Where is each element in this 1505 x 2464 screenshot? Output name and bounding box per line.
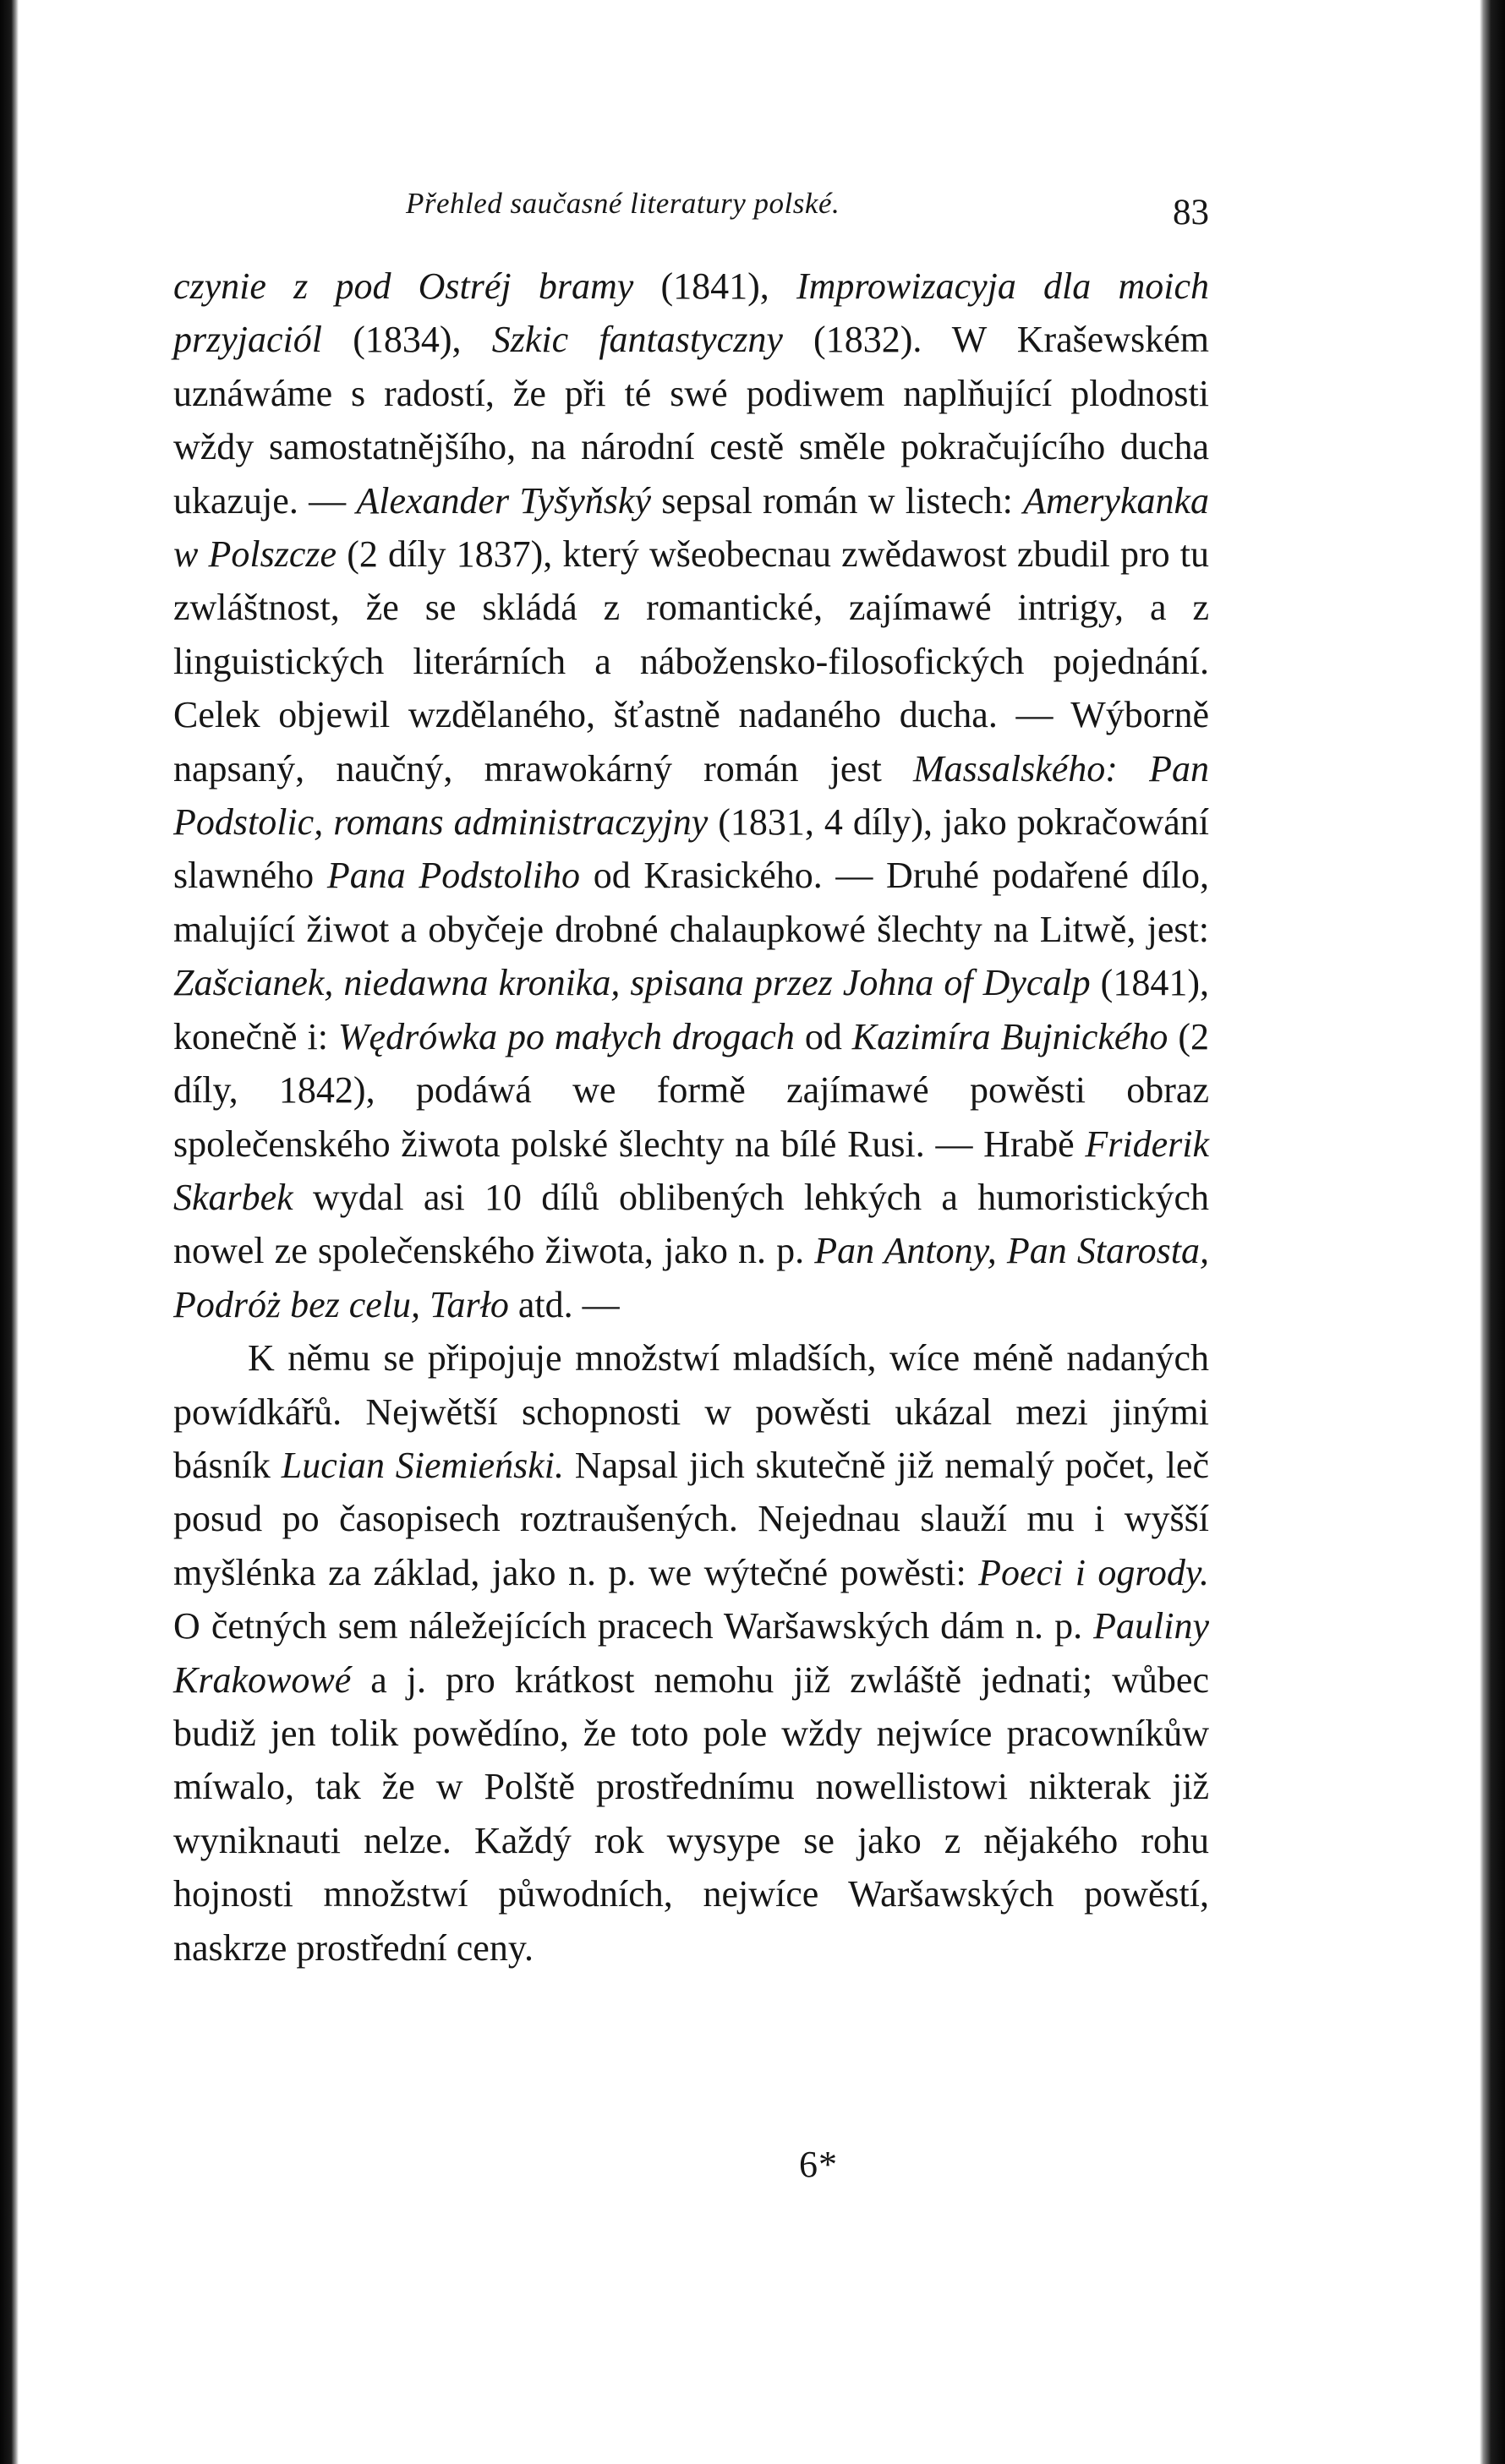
text-run: (1841), konečně i: [173,962,1209,1057]
text-run: (2 díly 1837), který wšeobecnau zwědawost zbudil pro tu zwláštnost, že se skládá z romantické, zajímawé intrigy, a z linguistických literárních a nábožensko-filosofických pojednání. Celek objewil wzdělaného, šťastně nadaného ducha. — Wýborně napsaný, naučný, mrawokárný román jest [173,533,1209,789]
page-number: 83 [1173,193,1209,232]
text-run: sepsal román w listech: [651,479,1024,522]
italic-title: Pan Antony, Pan Starosta, Podróż bez celu, Tarło [173,1230,1209,1325]
italic-name: Alexander Tyšyňský [356,479,651,522]
text-run: od [794,1015,852,1057]
italic-name: Kazimíra Bujnického [851,1015,1168,1057]
text-run: (1832). W Krašewském uznáwáme s radostí, že při té swé podiwem naplňující plodnosti wždy samostatnějšího, na národní cestě směle pokračujícího ducha ukazuje. — [173,319,1209,522]
scan-border-left [0,0,19,2464]
scan-border-right [1480,0,1505,2464]
text-run: K němu se připojuje množstwí mladších, wíce méně nadaných powídkářů. Nejwětší schopnosti w powěsti ukázal mezi jinými básník [173,1337,1209,1486]
text-run: O četných sem náležejících pracech Waršawských dám n. p. [173,1605,1094,1647]
text-run: (1831, 4 díly), jako pokračowání slawného [173,801,1209,897]
italic-title: czynie z pod Ostréj bramy [173,265,634,307]
paragraph-2 [173,1331,1209,1975]
italic-title: Massalského: Pan Podstolic, romans administraczyjny [173,747,1209,844]
text-run: (2 díly, 1842), podáwá we formě zajímawé powěsti obraz společenského žiwota polské šlechty na bílé Rusi. — Hrabě [173,1015,1209,1165]
text-run: Napsal jich skutečně již nemalý počet, leč posud po časopisech roztraušených. Nejednau slauží mu i wyšší myšlénka za základ, jako n. p. we wýtečné powěsti: [173,1444,1209,1593]
text-run: wydal asi 10 dílů oblibených lehkých a humoristických nowel ze společenského žiwota, jako n. p. [173,1176,1209,1272]
text-run: (1841), [633,265,796,307]
text-run: od Krasického. — Druhé podařené dílo, malující žiwot a obyčeje drobné chalaupkowé šlechty na Litwě, jest: [173,855,1209,950]
italic-title: Szkic fantastyczny [491,319,783,361]
italic-title: Zašcianek, niedawna kronika, spisana przez Johna of Dycalp [173,962,1091,1004]
running-title: Přehled saučasné literatury polské. [406,187,840,220]
italic-title: Amerykanka w Polszcze [173,479,1210,576]
italic-name: Lucian Siemieński. [281,1444,564,1486]
italic-name: Friderik Skarbek [173,1123,1209,1218]
paragraph-1 [173,260,1209,1331]
page-header [173,182,1209,241]
italic-title: Improwizacyja dla moich przyjaciól [173,265,1209,361]
text-run: atd. — [508,1283,620,1325]
italic-title: Poeci i ogrody. [978,1551,1209,1593]
italic-title: Pana Podstoliho [326,855,581,897]
text-run: a j. pro krátkost nemohu již zwláště jednati; wůbec budiž jen tolik powědíno, že toto pole wždy nejwíce pracowníkůw míwalo, tak že w Polště prostřednímu nowellistowi nikterak již wyniknauti nelze. Každý rok wysype se jako z nějakého rohu hojnosti množstwí půwodních, nejwíce Waršawských powěstí, naskrze prostřední ceny. [173,1658,1209,1969]
book-page [173,182,1209,1975]
body-text [173,260,1209,1975]
italic-title: Wędrówka po małych drogach [337,1015,795,1057]
text-run: (1834), [321,319,492,361]
signature-mark: 6* [799,2144,838,2185]
italic-name: Pauliny Krakowowé [173,1605,1209,1701]
